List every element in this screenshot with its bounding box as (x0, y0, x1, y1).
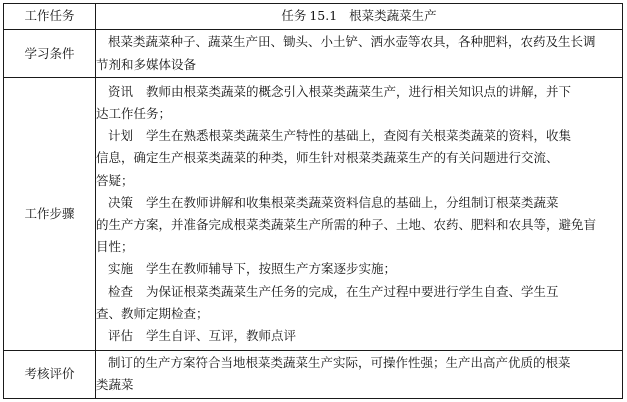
task-title: 根菜类蔬菜生产 (349, 8, 437, 24)
step-implement (96, 258, 622, 280)
task-header-label: 工作任务 (4, 4, 96, 30)
steps-row (4, 78, 623, 351)
step-decide (96, 192, 622, 214)
task-prefix: 任务 (281, 8, 307, 24)
step-check (96, 281, 622, 303)
assessment-label: 考核评价 (4, 350, 96, 398)
conditions-content (96, 30, 623, 78)
step-check-text-2: 查、教师定期检查； (96, 305, 209, 321)
assessment-line-1: 制订的生产方案符合当地根菜类蔬菜生产实际，可操作性强；生产出高产优质的根菜 (108, 355, 571, 371)
step-decide-text-3: 目性； (96, 239, 134, 255)
step-plan-keyword: 计划 (108, 128, 134, 144)
conditions-line-1: 根菜类蔬菜种子、蔬菜生产田、锄头、小土铲、洒水壶等农具，各种肥料，农药及生长调 (108, 34, 596, 50)
step-plan-text-1: 学生在熟悉根菜类蔬菜生产特性的基础上，查阅有关根菜类蔬菜的资料，收集 (146, 128, 572, 144)
step-info-text-2: 达工作任务； (96, 106, 172, 121)
conditions-row (4, 30, 623, 78)
step-evaluate (96, 325, 622, 347)
task-table (3, 3, 623, 399)
step-evaluate-keyword: 评估 (108, 328, 134, 344)
step-plan (96, 125, 622, 147)
task-title-cell (96, 4, 623, 30)
step-decide-text-1: 学生在教师讲解和收集根菜类蔬菜资料信息的基础上，分组制订根菜类蔬菜 (146, 194, 559, 210)
assessment-content (96, 350, 623, 398)
task-header-row (4, 4, 623, 30)
conditions-line-2: 节剂和多媒体设备 (96, 56, 197, 72)
assessment-row (4, 350, 623, 398)
step-info-text-1: 教师由根菜类蔬菜的概念引入根菜类蔬菜生产，进行相关知识点的讲解，并下 (146, 83, 572, 99)
task-number: 15.1 (309, 8, 338, 24)
step-info (96, 81, 622, 103)
step-decide-keyword: 决策 (108, 194, 134, 210)
step-decide-text-2: 的生产方案，并准备完成根菜类蔬菜生产所需的种子、土地、农药、肥料和农具等，避免盲 (96, 217, 597, 233)
step-info-keyword: 资讯 (108, 83, 134, 99)
step-check-text-1: 为保证根菜类蔬菜生产任务的完成，在生产过程中要进行学生自查、学生互 (146, 283, 559, 299)
steps-label: 工作步骤 (4, 78, 96, 351)
step-check-keyword: 检查 (108, 283, 134, 299)
step-evaluate-text-1: 学生自评、互评，教师点评 (146, 328, 297, 344)
step-implement-keyword: 实施 (108, 261, 134, 277)
assessment-line-2: 类蔬菜 (96, 377, 134, 393)
conditions-label: 学习条件 (4, 30, 96, 78)
steps-content (96, 78, 623, 351)
step-plan-text-3: 答疑； (96, 172, 134, 188)
step-implement-text-1: 学生在教师辅导下，按照生产方案逐步实施； (146, 261, 397, 277)
step-plan-text-2: 信息，确定生产根菜类蔬菜的种类，师生针对根菜类蔬菜生产的有关问题进行交流、 (96, 150, 559, 166)
